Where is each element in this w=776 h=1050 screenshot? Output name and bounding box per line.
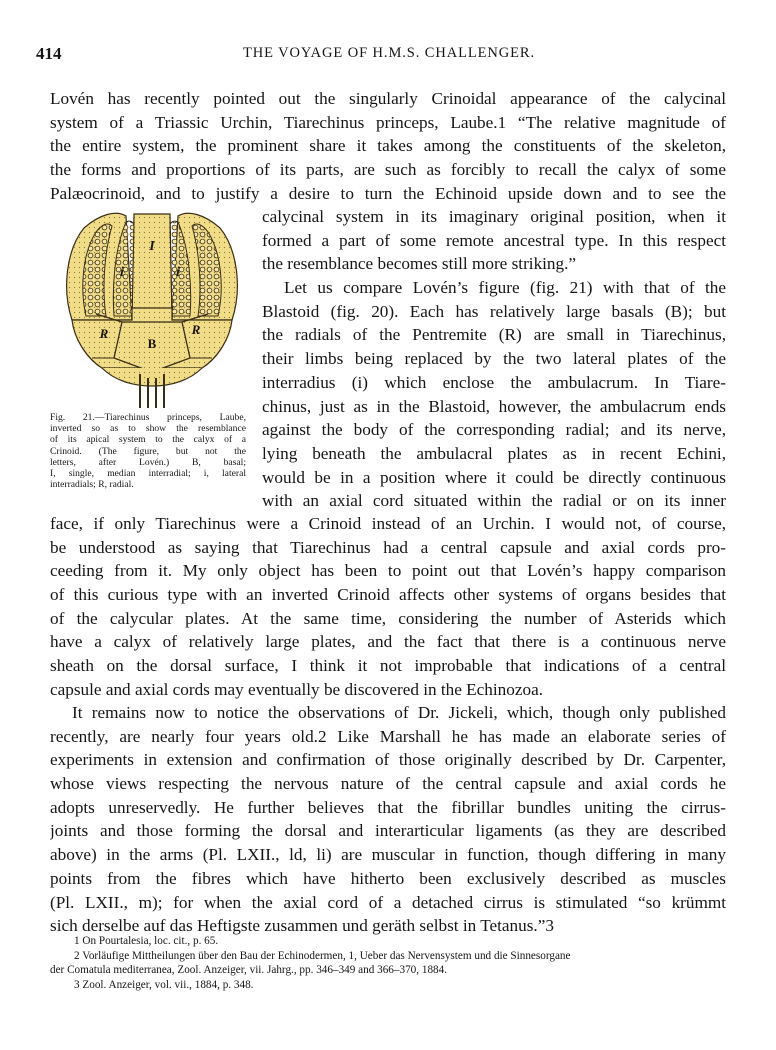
paragraph-1	[50, 87, 726, 205]
text-line: with an axial cord situated within the radial or on its inner	[262, 491, 726, 511]
text-line: chinus, just as in the Blastoid, however, the ambulacrum ends	[262, 396, 726, 416]
plate-label-lateral-interradial-left: i	[120, 265, 124, 280]
text-line: recently, are nearly four years old.2 Like Marshall he has made an elaborate series of	[50, 726, 726, 746]
text-line: ceeding from it. My only object has been to point out that Lovén’s happy comparison	[50, 561, 726, 581]
footnote-3: 3 Zool. Anzeiger, vol. vii., 1884, p. 348.	[74, 978, 254, 991]
text-line: interradius (i) which enclose the ambulacrum. In Tiare-	[262, 372, 726, 392]
text-line: whose views respecting the nervous nature of the central capsule and axial cords he	[50, 774, 726, 794]
footnotes	[50, 934, 726, 992]
text-line: Lovén has recently pointed out the singularly Crinoidal appearance of the calycinal	[50, 89, 726, 108]
text-line: sheath on the dorsal surface, I think it not improbable that indications of a central	[50, 656, 726, 676]
plate-label-median-interradial: I	[149, 239, 155, 254]
text-line: their limbs being replaced by the two lateral plates of the	[262, 349, 726, 369]
text-line: above) in the arms (Pl. LXII., ld, li) are muscular in function, though differing in many	[50, 845, 726, 865]
text-line: against the body of the corresponding radial; and its nerve,	[262, 420, 726, 440]
text-line: Palæocrinoid, and to justify a desire to turn the Echinoid upside down and to see the	[50, 183, 726, 203]
caption-line: inverted so as to show the resemblance	[50, 423, 246, 435]
figure-caption	[50, 412, 246, 490]
text-line: adopts unreservedly. He further believes that the fibrillar bundles uniting the cirrus-	[50, 797, 726, 817]
text-line: the radials of the Pentremite (R) are small in Tiarechinus,	[262, 325, 726, 345]
text-line: would be in a position where it could be directly continuous	[262, 467, 726, 487]
paragraph-2	[50, 701, 726, 938]
text-line: system of a Triassic Urchin, Tiarechinus princeps, Laube.1 “The relative magnitude of	[50, 112, 726, 132]
text-line: It remains now to notice the observations of Dr. Jickeli, which, though only published	[72, 703, 726, 722]
footnote-2: 2 Vorläufige Mittheilungen über den Bau der Echinodermen, 1, Ueber das Nervensystem und die Sinnesorgane	[74, 949, 571, 962]
plate-label-lateral-interradial-right: i	[176, 265, 180, 280]
caption-line: I, single, median interradial; i, lateral	[50, 467, 246, 479]
page-number: 414	[36, 44, 62, 63]
figure-21-tiarechinus	[52, 210, 252, 408]
text-line: of the calycular plates. At the same time, considering the number of Asterids which	[50, 608, 726, 628]
caption-line: Crinoid. (The figure, but not the	[50, 445, 246, 457]
text-line: formed a part of some remote ancestral type. In this respect	[262, 230, 726, 250]
caption-line: letters, after Lovén.) B, basal;	[50, 456, 246, 468]
footnote-2-continued: der Comatula mediterranea, Zool. Anzeiger, vii. Jahrg., pp. 346–349 and 366–370, 1884.	[50, 964, 448, 976]
text-line: experiments in extension and confirmation of those originally described by Dr. Carpenter,	[50, 750, 726, 770]
paragraph-1-continued	[50, 512, 726, 702]
text-line: joints and those forming the dorsal and interarticular ligaments (as they are described	[50, 821, 726, 841]
page-header	[36, 44, 742, 66]
text-line: sich derselbe auf das Heftigste zusammen und geräth selbst in Tetanus.”3	[50, 916, 554, 936]
plate-label-basal: B	[147, 336, 157, 351]
text-line: have a calyx of relatively large plates, and the fact that there is a continuous nerve	[50, 632, 726, 652]
footnote-1: 1 On Pourtalesia, loc. cit., p. 65.	[74, 935, 219, 947]
text-line: of this curious type with an inverted Crinoid affects other systems of organs besides that	[50, 585, 726, 605]
caption-line: interradials; R, radial.	[50, 479, 134, 491]
text-line: (Pl. LXII., m); for when the axial cord of a detached cirrus is stimulated “so krümmt	[50, 892, 726, 912]
running-title: THE VOYAGE OF H.M.S. CHALLENGER.	[243, 45, 535, 61]
text-line: the entire system, the prominent share it takes among the constituents of the skeleton,	[50, 136, 726, 156]
text-line: face, if only Tiarechinus were a Crinoid instead of an Urchin. I would not, of course,	[50, 514, 726, 533]
plate-label-radial-left: R	[99, 326, 109, 341]
text-line: the resemblance becomes still more striking.”	[262, 254, 577, 274]
text-line: be understood as saying that Tiarechinus had a central capsule and axial cords pro-	[50, 537, 726, 557]
plate-label-radial-right: R	[191, 322, 201, 337]
text-line: Blastoid (fig. 20). Each has relatively large basals (B); but	[262, 301, 726, 321]
wrapped-text-beside-figure	[262, 205, 726, 513]
text-line: the forms and proportions of its parts, are such as forcibly to recall the calyx of some	[50, 160, 726, 180]
text-line: points from the fibres which have hitherto been exclusively described as muscles	[50, 868, 726, 888]
caption-line: of its apical system to the calyx of a	[50, 434, 246, 446]
text-line: Let us compare Lovén’s figure (fig. 21) with that of the	[284, 278, 726, 298]
text-line: calycinal system in its imaginary original position, when it	[262, 207, 726, 226]
text-line: lying beneath the ambulacral plates as in recent Echini,	[262, 443, 726, 463]
tiarechinus-illustration	[52, 210, 252, 408]
caption-line: Fig. 21.—Tiarechinus princeps, Laube,	[50, 412, 246, 423]
text-line: capsule and axial cords may eventually be discovered in the Echinozoa.	[50, 679, 543, 699]
